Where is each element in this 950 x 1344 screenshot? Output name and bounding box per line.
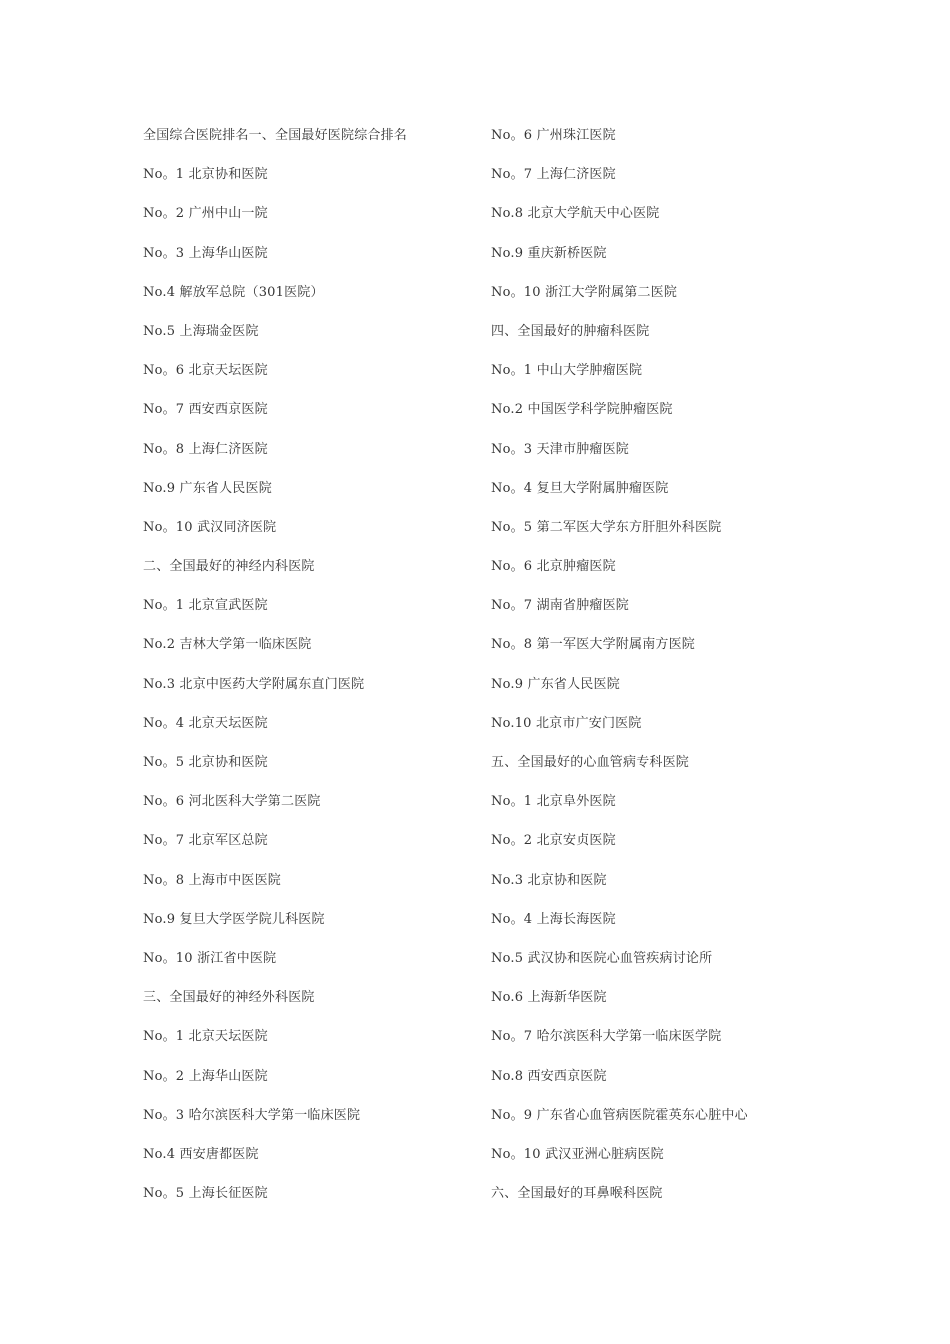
section-heading: 四、全国最好的肿瘤科医院 — [491, 323, 650, 339]
section-heading: 五、全国最好的心血管病专科医院 — [491, 755, 690, 770]
list-item: No。6 广州珠江医院 — [491, 128, 616, 143]
list-item: No。3 上海华山医院 — [143, 245, 268, 261]
list-item: No.9 重庆新桥医院 — [491, 245, 607, 261]
list-item: No。8 上海市中医医院 — [143, 872, 282, 888]
section-heading: 全国综合医院排名一、全国最好医院综合排名 — [143, 128, 408, 143]
list-item: No.10 北京市广安门医院 — [491, 715, 642, 731]
list-item: No。8 第一军医大学附属南方医院 — [491, 637, 696, 653]
list-item: No。7 北京军区总院 — [143, 833, 268, 849]
list-item: No。9 广东省心血管病医院霍英东心脏中心 — [491, 1107, 748, 1123]
section-heading: 二、全国最好的神经内科医院 — [143, 559, 315, 575]
list-item: No。3 天津市肿瘤医院 — [491, 441, 630, 457]
list-item: No。6 河北医科大学第二医院 — [143, 794, 321, 810]
list-item: No。5 上海长征医院 — [143, 1186, 268, 1202]
list-item: No。10 武汉同济医院 — [143, 519, 277, 535]
list-item: No。7 上海仁济医院 — [491, 167, 616, 183]
list-item: No.3 北京中医药大学附属东直门医院 — [143, 676, 365, 692]
list-item: No。10 武汉亚洲心脏病医院 — [491, 1146, 664, 1162]
list-item: No。10 浙江省中医院 — [143, 950, 277, 966]
list-item: No.9 广东省人民医院 — [491, 676, 620, 692]
list-item: No.6 上海新华医院 — [491, 990, 607, 1006]
list-item: No。7 哈尔滨医科大学第一临床医学院 — [491, 1029, 722, 1045]
section-heading: 六、全国最好的耳鼻喉科医院 — [491, 1186, 663, 1202]
list-item: No。4 上海长海医院 — [491, 911, 616, 927]
list-item: No。1 北京宣武医院 — [143, 598, 268, 614]
list-item: No.8 北京大学航天中心医院 — [491, 206, 660, 222]
list-item: No。1 北京阜外医院 — [491, 794, 616, 810]
list-item: No。1 北京天坛医院 — [143, 1029, 268, 1045]
list-item: No。2 北京安贞医院 — [491, 833, 616, 849]
list-item: No。7 西安西京医院 — [143, 402, 268, 418]
list-item: No。8 上海仁济医院 — [143, 441, 268, 457]
list-item: No.2 中国医学科学院肿瘤医院 — [491, 402, 673, 418]
list-item: No。1 北京协和医院 — [143, 167, 268, 183]
list-item: No。2 上海华山医院 — [143, 1068, 268, 1084]
list-item: No。3 哈尔滨医科大学第一临床医院 — [143, 1107, 361, 1123]
list-item: No。2 广州中山一院 — [143, 206, 268, 222]
right-column — [491, 125, 851, 1222]
list-item: No.2 吉林大学第一临床医院 — [143, 637, 312, 653]
list-item: No。5 第二军医大学东方肝胆外科医院 — [491, 519, 722, 535]
list-item: No.5 上海瑞金医院 — [143, 323, 259, 339]
list-item: No.9 广东省人民医院 — [143, 480, 272, 496]
list-item: No。1 中山大学肿瘤医院 — [491, 363, 643, 379]
list-item: No。4 北京天坛医院 — [143, 715, 268, 731]
list-item: No。6 北京肿瘤医院 — [491, 559, 616, 575]
list-item: No.4 解放军总院（301医院） — [143, 284, 324, 300]
list-item: No.9 复旦大学医学院儿科医院 — [143, 911, 325, 927]
list-item: No.3 北京协和医院 — [491, 872, 607, 888]
list-item: No.4 西安唐都医院 — [143, 1146, 259, 1162]
list-item: No.5 武汉协和医院心血管疾病讨论所 — [491, 950, 713, 966]
list-item: No。10 浙江大学附属第二医院 — [491, 284, 678, 300]
list-item: No.8 西安西京医院 — [491, 1068, 607, 1084]
left-column — [143, 125, 503, 1222]
list-item: No。7 湖南省肿瘤医院 — [491, 598, 630, 614]
list-item: No。5 北京协和医院 — [143, 755, 268, 770]
section-heading: 三、全国最好的神经外科医院 — [143, 990, 315, 1006]
list-item: No。6 北京天坛医院 — [143, 363, 268, 379]
list-item: No。4 复旦大学附属肿瘤医院 — [491, 480, 669, 496]
